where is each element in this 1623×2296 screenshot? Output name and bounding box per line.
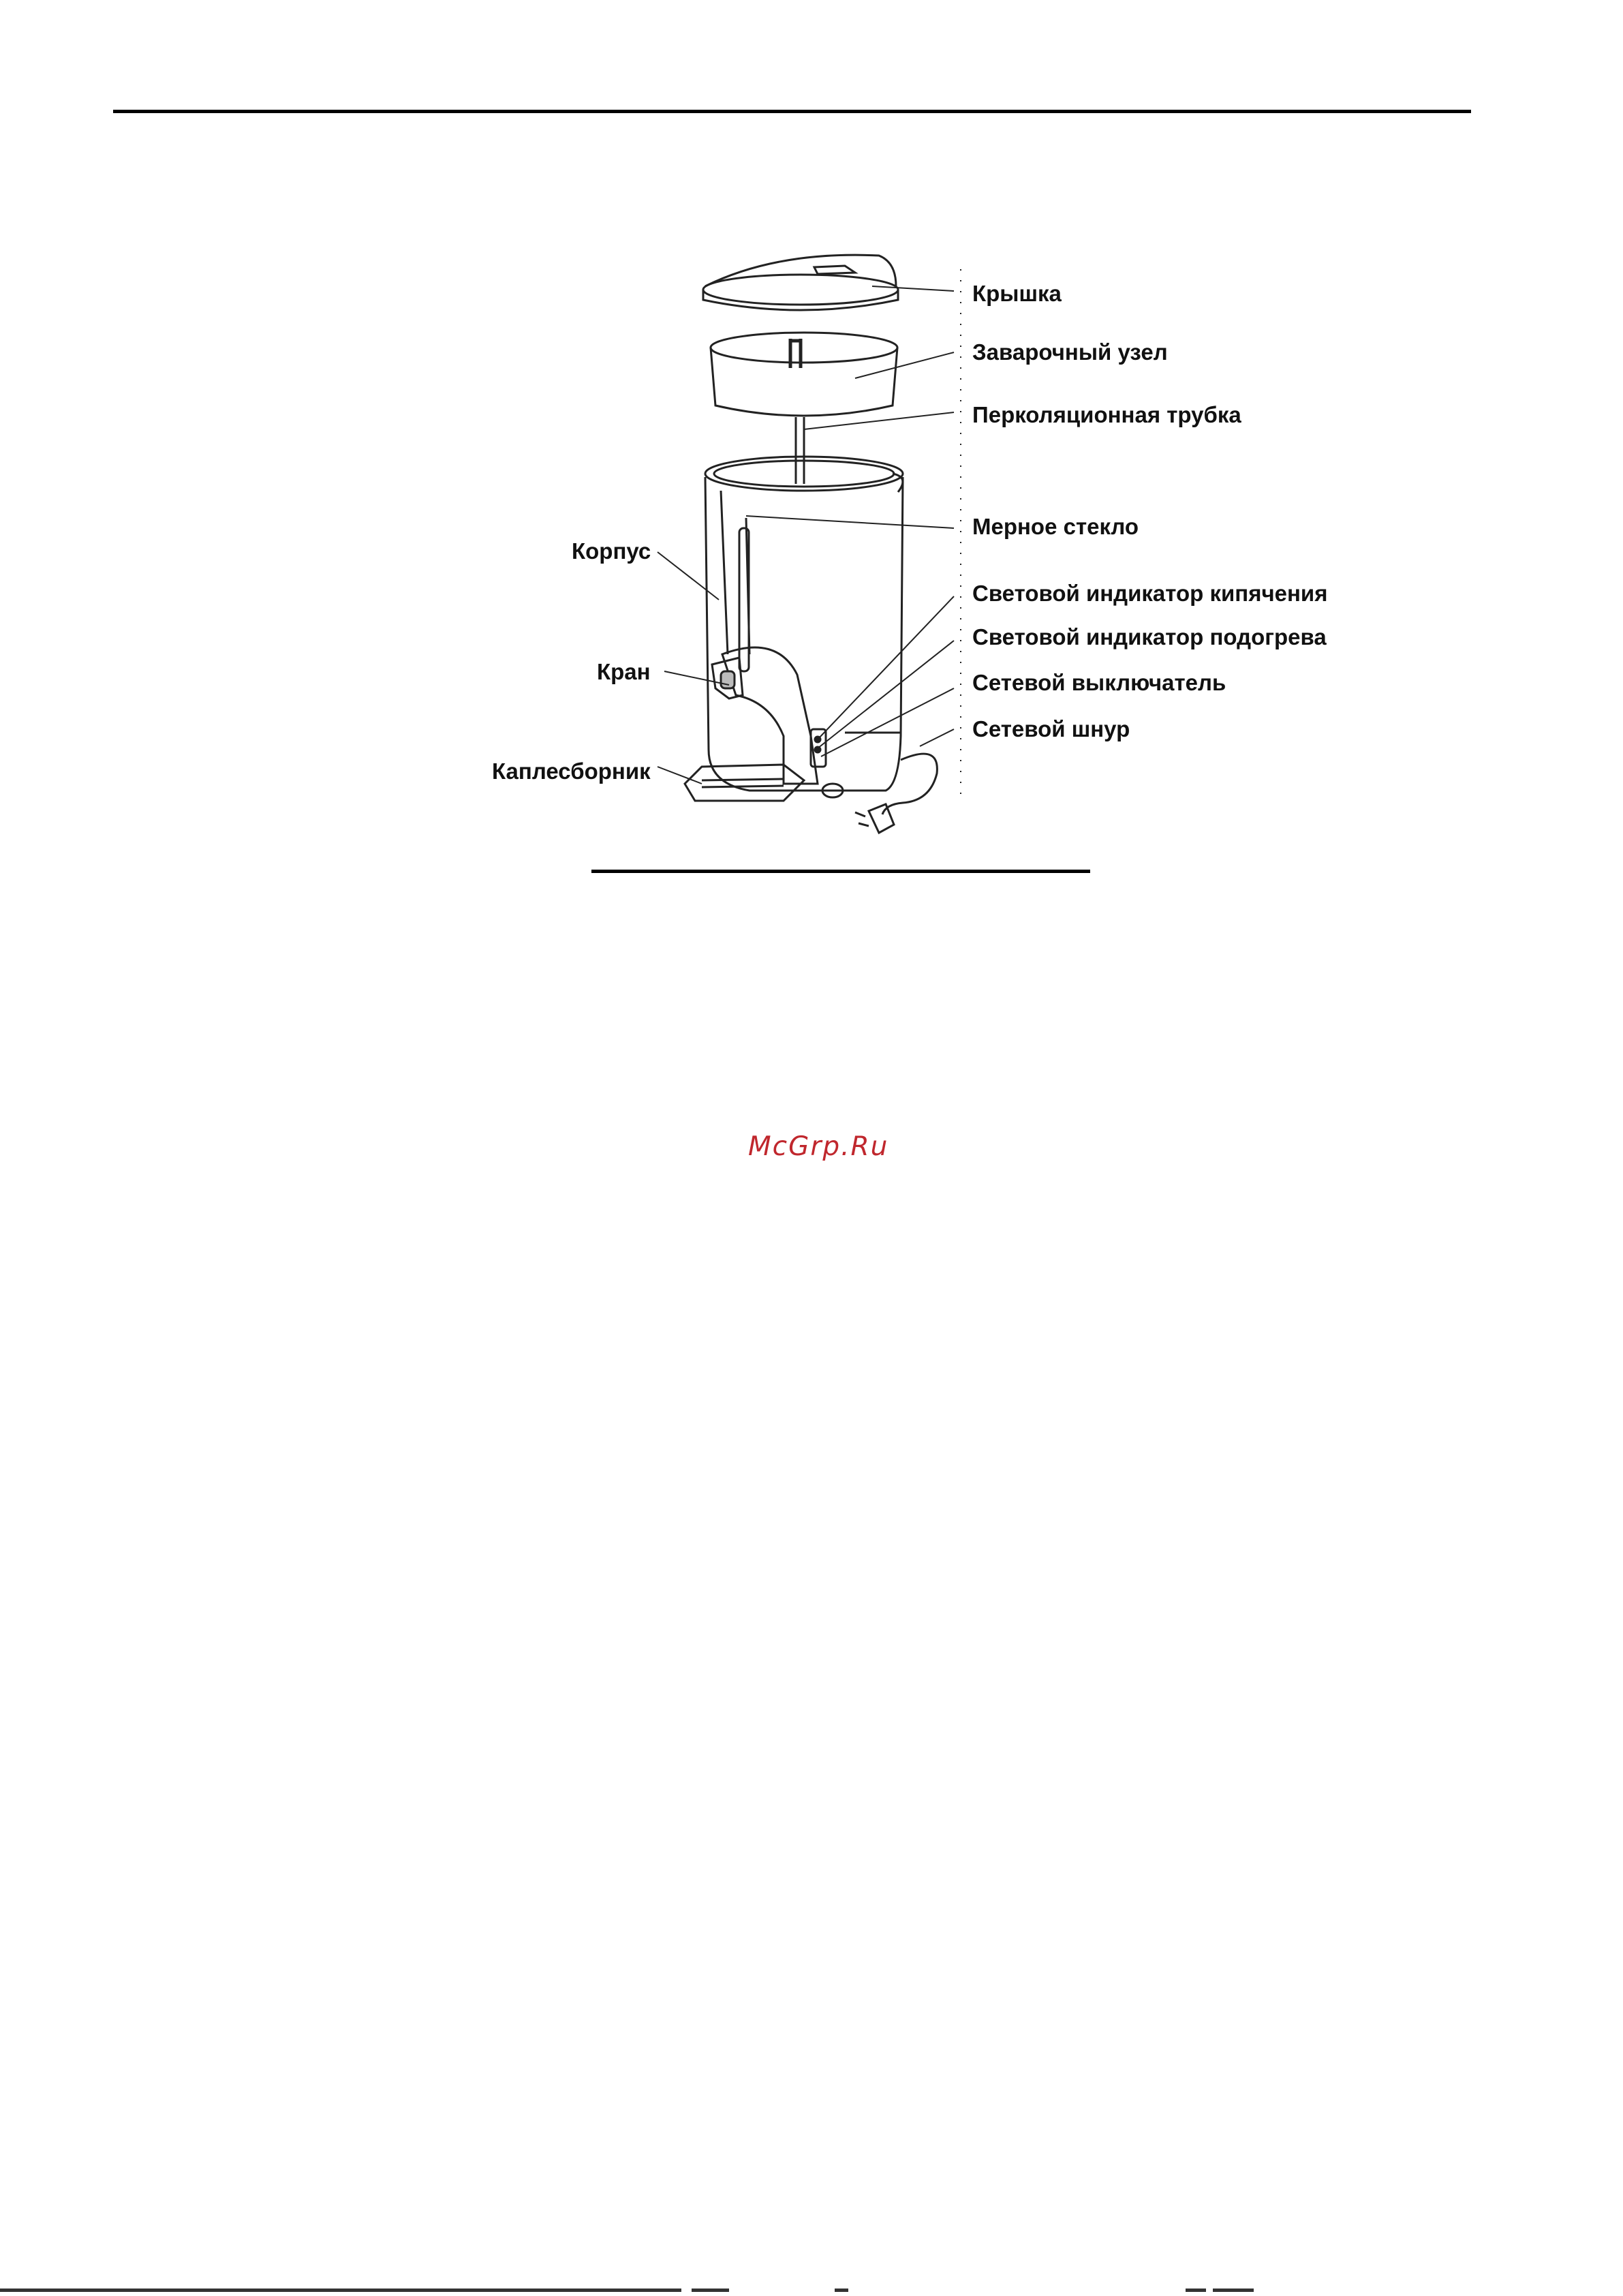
label-brew-unit: Заварочный узел [972, 339, 1168, 365]
label-tap: Кран [597, 659, 651, 684]
label-boil-indicator: Световой индикатор кипячения [972, 581, 1328, 606]
footer-artifact-3 [835, 2289, 848, 2292]
footer-artifact-1 [0, 2289, 681, 2292]
label-power-cord: Сетевой шнур [972, 716, 1130, 741]
watermark-text: McGrp.Ru [748, 1131, 889, 1162]
footer-artifact-2 [692, 2289, 729, 2292]
caption-rule [591, 870, 1090, 873]
lid-shape [703, 255, 898, 310]
label-warm-indicator: Световой индикатор подогрева [972, 624, 1327, 649]
footer-artifact-5 [1213, 2289, 1254, 2292]
label-drip-tray: Каплесборник [492, 759, 651, 784]
percolation-tube-shape [796, 417, 804, 484]
body-shape [705, 457, 903, 791]
label-percolation-tube: Перколяционная трубка [972, 402, 1241, 427]
power-cord-shape [855, 754, 937, 833]
footer-artifact-4 [1186, 2289, 1206, 2292]
tap-shape [712, 658, 743, 699]
label-body: Корпус [572, 538, 651, 564]
label-lid: Крышка [972, 281, 1062, 306]
label-gauge-glass: Мерное стекло [972, 514, 1139, 539]
label-power-switch: Сетевой выключатель [972, 670, 1226, 695]
